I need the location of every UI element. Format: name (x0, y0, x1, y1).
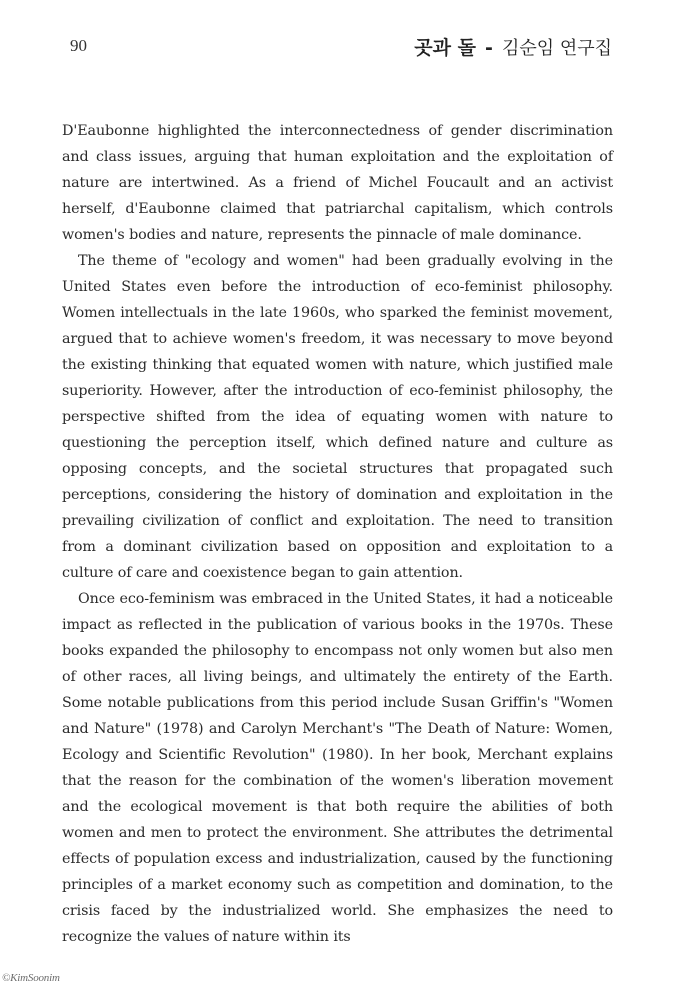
paragraph: D'Eaubonne highlighted the interconnectedness of gender discrimination and class issues, arguing that human exploitation and the exploitation of nature are intertwined. As a friend of Michel Foucault and an activist herself, d'Eaubonne claimed that patriarchal capitalism, which controls women's bodies and nature, represents the pinnacle of male dominance. (62, 123, 613, 243)
series-title: 김순임 연구집 (501, 38, 612, 59)
book-title: 곳과 돌 (414, 37, 476, 59)
paragraph: Once eco-feminism was embraced in the United States, it had a noticeable impact as reflected in the publication of various books in the 1970s. These books expanded the philosophy to encompass not only women but also men of other races, all living beings, and ultimately the entirety of the Earth. Some notable publications from this period include Susan Griffin's "Women and Nature" (1978) and Carolyn Merchant's "The Death of Nature: Women, Ecology and Scientific Revolution" (1980). In her book, Merchant explains that the reason for the combination of the women's liberation movement and the ecological movement is that both require the abilities of both women and men to protect the environment. She attributes the detrimental effects of population excess and industrialization, caused by the functioning principles of a market economy such as competition and domination, to the crisis faced by the industrialized world. She emphasizes the need to recognize the values of nature within its (62, 591, 613, 945)
title-separator: - (485, 37, 493, 59)
copyright-watermark: ©KimSoonim (2, 972, 60, 984)
running-head (414, 33, 612, 60)
page-number: 90 (70, 36, 87, 55)
paragraph: The theme of "ecology and women" had been gradually evolving in the United States even before the introduction of eco-feminist philosophy. Women intellectuals in the late 1960s, who sparked the feminist movement, argued that to achieve women's freedom, it was necessary to move beyond the existing thinking that equated women with nature, which justified male superiority. However, after the introduction of eco-feminist philosophy, the perspective shifted from the idea of equating women with nature to questioning the perception itself, which defined nature and culture as opposing concepts, and the societal structures that propagated such perceptions, considering the history of domination and exploitation in the prevailing civilization of conflict and exploitation. The need to transition from a dominant civilization based on opposition and exploitation to a culture of care and coexistence began to gain attention. (62, 253, 613, 581)
body-text (62, 118, 613, 950)
